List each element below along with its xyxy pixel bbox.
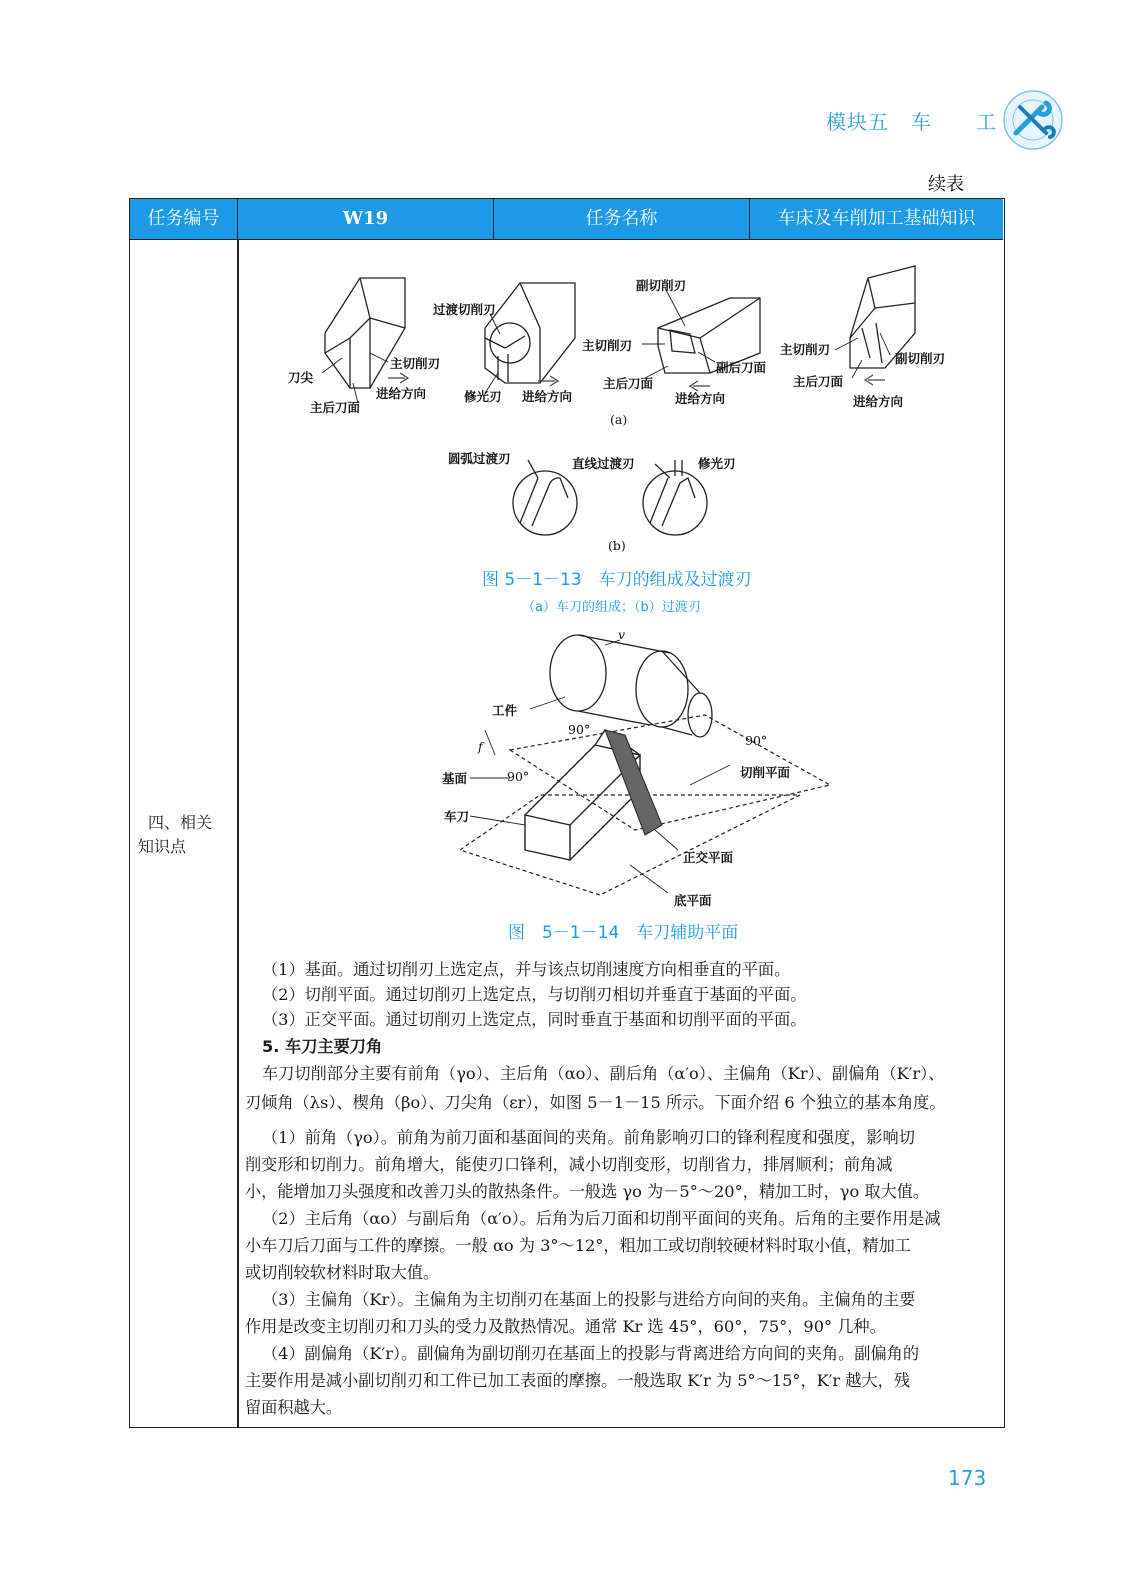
text-line-8: 削变形和切削力。前角增大，能使刃口锋利，减小切削变形，切削省力，排屑顺利；前角减 bbox=[245, 1155, 893, 1174]
label-sub-a: (a) bbox=[610, 412, 628, 427]
text-line-16: 主要作用是减小副切削刃和工件已加工表面的摩擦。一般选取 K′r 为 5°～15°，K′r 越大，残 bbox=[245, 1371, 911, 1390]
header-task-number-label: 任务编号 bbox=[130, 199, 238, 239]
label-feed-4: 进给方向 bbox=[853, 394, 904, 409]
label-wiper-edge: 修光刃 bbox=[464, 389, 502, 404]
label-arc-transition: 圆弧过渡刃 bbox=[448, 451, 511, 466]
label-main-flank-4: 主后刀面 bbox=[793, 374, 844, 389]
text-line-6: 刃倾角（λs）、楔角（βo）、刀尖角（εr），如图 5－1－15 所示。下面介绍 6 个独立的基本角度。 bbox=[245, 1093, 946, 1112]
label-main-edge-3: 主切削刃 bbox=[582, 338, 633, 353]
label-straight-transition: 直线过渡刃 bbox=[572, 456, 635, 471]
module-title-b: 工 bbox=[976, 110, 997, 134]
label-main-flank-1: 主后刀面 bbox=[310, 400, 361, 415]
label-feed-1: 进给方向 bbox=[376, 386, 427, 401]
label-tool: 车刀 bbox=[444, 809, 470, 824]
label-sub-b: (b) bbox=[608, 538, 626, 553]
label-wiper-b: 修光刃 bbox=[698, 456, 736, 471]
label-feed-f: f bbox=[478, 739, 483, 754]
figure-5-1-13-subcaption: （a）车刀的组成；（b）过渡刃 bbox=[522, 600, 701, 615]
label-main-edge-1: 主切削刃 bbox=[390, 356, 441, 371]
figure-5-1-14 bbox=[430, 625, 830, 915]
header-task-number-value: W19 bbox=[238, 199, 494, 239]
text-line-15: （4）副偏角（K′r）。副偏角为副切削刃在基面上的投影与背离进给方向间的夹角。副偏角的 bbox=[262, 1344, 920, 1363]
label-main-flank-3: 主后刀面 bbox=[603, 376, 654, 391]
running-head bbox=[826, 106, 997, 135]
section-label-line2: 知识点 bbox=[138, 837, 187, 856]
figure-5-1-13 bbox=[270, 258, 990, 558]
label-cutting-plane: 切削平面 bbox=[740, 765, 791, 780]
label-transition-edge: 过渡切削刃 bbox=[433, 302, 496, 317]
label-feed-3: 进给方向 bbox=[675, 391, 726, 406]
figure-5-1-13-caption: 图 5－1－13 车刀的组成及过渡刃 bbox=[482, 570, 752, 590]
label-tool-tip: 刀尖 bbox=[288, 370, 314, 385]
text-line-10: （2）主后角（αo）与副后角（α′o）。后角为后刀面和切削平面间的夹角。后角的主要作用是减 bbox=[262, 1209, 941, 1228]
label-bottom-plane: 底平面 bbox=[674, 893, 712, 908]
label-workpiece: 工件 bbox=[492, 703, 518, 718]
transition-edge-detail-b bbox=[513, 460, 707, 535]
column-divider bbox=[237, 239, 239, 1427]
text-line-5: 车刀切削部分主要有前角（γo）、主后角（αo）、副后角（α′o）、主偏角（Kr）、副偏角（K′r）、 bbox=[262, 1064, 945, 1083]
header-task-name-label: 任务名称 bbox=[494, 199, 750, 239]
label-angle-90-1: 90° bbox=[568, 722, 591, 737]
text-line-3: （3）正交平面。通过切削刃上选定点，同时垂直于基面和切削平面的平面。 bbox=[262, 1010, 807, 1029]
label-angle-90-2: 90° bbox=[745, 733, 768, 748]
header-task-name-value: 车床及车削加工基础知识 bbox=[777, 208, 976, 229]
subheading-tool-angles: 5. 车刀主要刀角 bbox=[262, 1037, 383, 1056]
section-label bbox=[134, 811, 234, 859]
text-line-1: （1）基面。通过切削刃上选定点，并与该点切削速度方向相垂直的平面。 bbox=[262, 960, 791, 979]
module-title-a: 车 bbox=[911, 110, 932, 134]
section-label-line1: 四、相关 bbox=[148, 813, 213, 832]
figure-5-1-14-caption: 图 5－1－14 车刀辅助平面 bbox=[508, 923, 739, 943]
tool-drawing-1 bbox=[325, 278, 405, 388]
page-number: 173 bbox=[948, 1466, 987, 1490]
label-base-plane: 基面 bbox=[442, 771, 468, 786]
text-line-13: （3）主偏角（Kr）。主偏角为主切削刃在基面上的投影与进给方向间的夹角。主偏角的主要 bbox=[262, 1290, 916, 1309]
label-minor-edge-3: 副切削刃 bbox=[636, 278, 687, 293]
label-angle-90-3: 90° bbox=[507, 769, 530, 784]
continued-label: 续表 bbox=[928, 174, 964, 195]
cutting-plane-hatch bbox=[605, 730, 662, 835]
label-main-edge-4: 主切削刃 bbox=[780, 342, 831, 357]
text-line-9: 小，能增加刀头强度和改善刀头的散热条件。一般选 γo 为－5°～20°，精加工时，γo 取大值。 bbox=[245, 1182, 930, 1201]
text-line-7: （1）前角（γo）。前角为前刀面和基面间的夹角。前角影响刃口的锋利程度和强度，影响切 bbox=[262, 1128, 915, 1147]
label-feed-2: 进给方向 bbox=[522, 389, 573, 404]
table-header bbox=[130, 199, 1003, 240]
tool-drawing-2 bbox=[485, 283, 575, 383]
wrench-gear-logo-icon bbox=[1002, 89, 1064, 151]
text-line-2: （2）切削平面。通过切削刃上选定点，与切削刃相切并垂直于基面的平面。 bbox=[262, 985, 807, 1004]
label-minor-flank-3: 副后刀面 bbox=[716, 360, 767, 375]
text-line-14: 作用是改变主切削刃和刀头的受力及散热情况。通常 Kr 选 45°，60°，75°，90° 几种。 bbox=[245, 1317, 886, 1336]
text-line-11: 小车刀后刀面与工件的摩擦。一般 αo 为 3°～12°，粗加工或切削较硬材料时取小值，精加工 bbox=[245, 1236, 911, 1255]
label-orthogonal-plane: 正交平面 bbox=[683, 850, 734, 865]
label-minor-edge-4: 副切削刃 bbox=[895, 351, 946, 366]
module-label: 模块五 bbox=[826, 110, 889, 134]
text-line-12: 或切削较软材料时取大值。 bbox=[245, 1263, 440, 1282]
text-line-17: 留面积越大。 bbox=[245, 1398, 343, 1417]
label-velocity: v bbox=[618, 627, 626, 642]
